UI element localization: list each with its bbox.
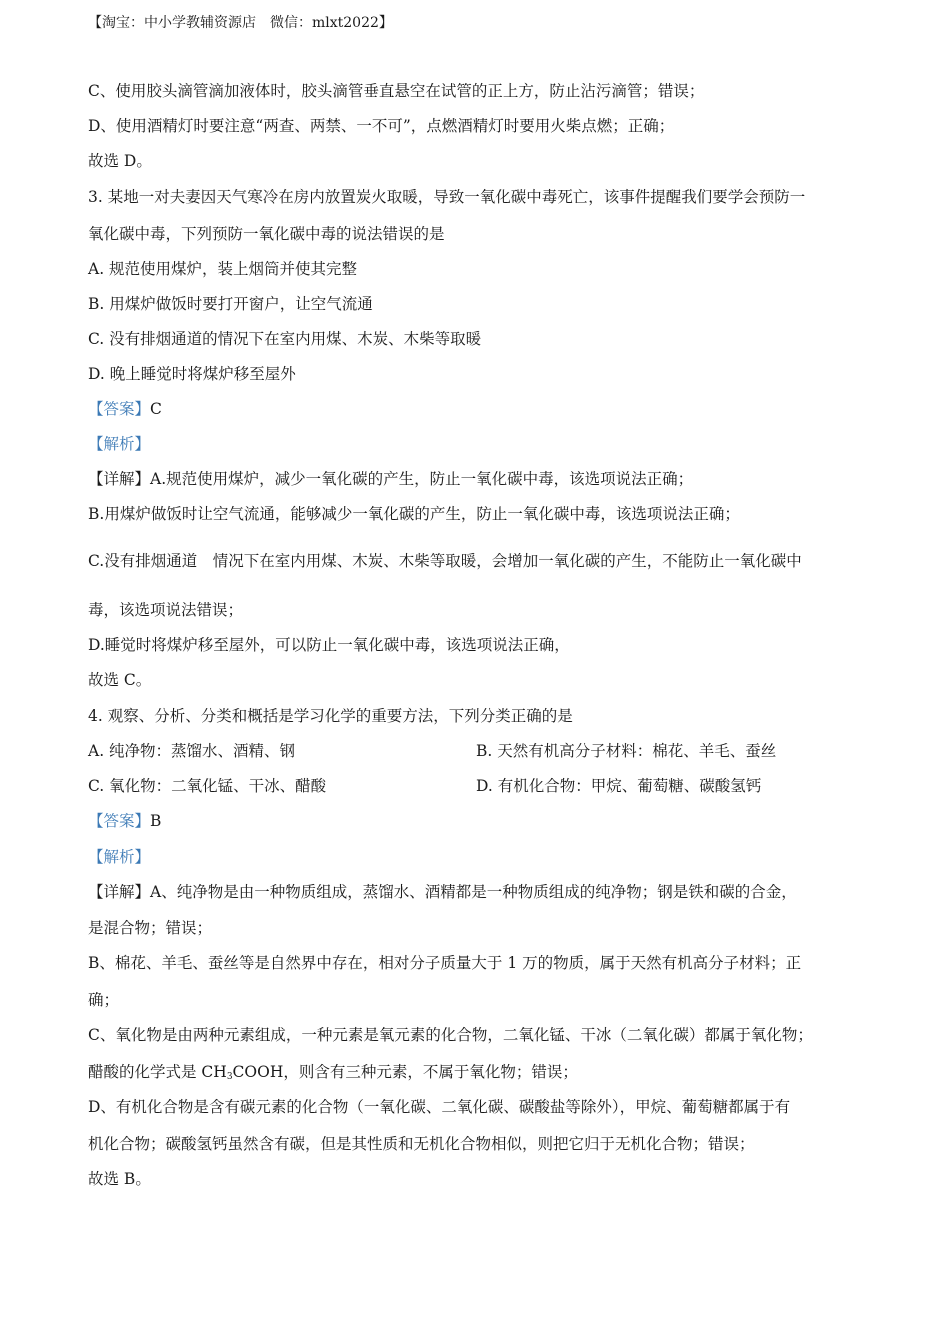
q4-detail-b-line-1: B、棉花、羊毛、蚕丝等是自然界中存在，相对分子质量大于 1 万的物质，属于天然有机高分子材料；正 [88,954,802,972]
answer-value: C [150,400,162,418]
q4-option-c: C. 氧化物：二氧化锰、干冰、醋酸 [88,777,327,795]
q4-detail-a-line-1 [88,881,797,903]
detail-text: A、纯净物是由一种物质组成，蒸馏水、酒精都是一种物质组成的纯净物；钢是铁和碳的合金， [150,883,797,901]
formula-subscript: 3 [226,1072,233,1082]
q4-detail-c-line-2 [88,1061,578,1083]
q4-detail-c-line-1: C、氧化物是由两种元素组成，一种元素是氧元素的化合物，二氧化锰、干冰（二氧化碳）都属于氧化物； [88,1026,813,1044]
q3-option-c: C. 没有排烟通道的情况下在室内用煤、木炭、木柴等取暖 [88,330,482,348]
q3-detail-c-line-1: C.没有排烟通道 情况下在室内用煤、木炭、木柴等取暖，会增加一氧化碳的产生，不能防止一氧化碳中 [88,552,802,570]
q3-detail-d: D.睡觉时将煤炉移至屋外，可以防止一氧化碳中毒，该选项说法正确， [88,636,570,654]
q3-option-b: B. 用煤炉做饭时要打开窗户，让空气流通 [88,295,373,313]
q4-option-b: B. 天然有机高分子材料：棉花、羊毛、蚕丝 [476,742,777,760]
q4-detail-b-line-2: 确； [88,991,120,1009]
q3-analysis-heading [88,433,150,455]
q4-detail-d-line-2: 机化合物；碳酸氢钙虽然含有碳，但是其性质和无机化合物相似，则把它归于无机化合物；错误； [88,1135,755,1153]
q3-detail-b: B.用煤炉做饭时让空气流通，能够减少一氧化碳的产生，防止一氧化碳中毒，该选项说法正确； [88,505,740,523]
answer-tag: 【答案】 [88,400,151,418]
page-header: 【淘宝：中小学教辅资源店 微信：mlxt2022】 [88,15,393,31]
q4-option-a: A. 纯净物：蒸馏水、酒精、钢 [88,742,296,760]
formula-suffix: COOH，则含有三种元素，不属于氧化物；错误； [232,1063,578,1081]
q3-stem-line-2: 氧化碳中毒，下列预防一氧化碳中毒的说法错误的是 [88,225,445,243]
q4-detail-d-line-1: D、有机化合物是含有碳元素的化合物（一氧化碳、二氧化碳、碳酸盐等除外），甲烷、葡萄糖都属于有 [88,1098,791,1116]
formula-prefix: 醋酸的化学式是 CH [88,1063,227,1081]
q2-option-d-explanation: D、使用酒精灯时要注意“两查、两禁、一不可”，点燃酒精灯时要用火柴点燃；正确； [88,117,675,135]
answer-value: B [150,812,162,830]
q3-detail-c-line-2: 毒，该选项说法错误； [88,601,244,619]
q3-option-d: D. 晚上睡觉时将煤炉移至屋外 [88,365,296,383]
q3-conclusion: 故选 C。 [88,671,152,689]
detail-text: A.规范使用煤炉，减少一氧化碳的产生，防止一氧化碳中毒，该选项说法正确； [150,470,694,488]
detail-tag: 【详解】 [88,470,151,488]
q3-option-a: A. 规范使用煤炉，装上烟筒并使其完整 [88,260,358,278]
q3-stem-line-1: 3. 某地一对夫妻因天气寒冷在房内放置炭火取暖，导致一氧化碳中毒死亡，该事件提醒我们要学会预防一 [88,188,806,206]
analysis-tag: 【解析】 [88,848,151,866]
q4-detail-a-line-2: 是混合物；错误； [88,919,213,937]
q4-answer [88,810,161,832]
q2-option-c-explanation: C、使用胶头滴管滴加液体时，胶头滴管垂直悬空在试管的正上方，防止沾污滴管；错误； [88,82,705,100]
q4-stem: 4. 观察、分析、分类和概括是学习化学的重要方法，下列分类正确的是 [88,707,573,725]
detail-tag: 【详解】 [88,883,151,901]
q3-answer [88,398,162,420]
analysis-tag: 【解析】 [88,435,151,453]
answer-tag: 【答案】 [88,812,151,830]
q2-conclusion: 故选 D。 [88,152,152,170]
q4-conclusion: 故选 B。 [88,1170,151,1188]
q3-detail-a [88,468,693,490]
q4-option-d: D. 有机化合物：甲烷、葡萄糖、碳酸氢钙 [476,777,762,795]
q4-analysis-heading [88,846,150,868]
